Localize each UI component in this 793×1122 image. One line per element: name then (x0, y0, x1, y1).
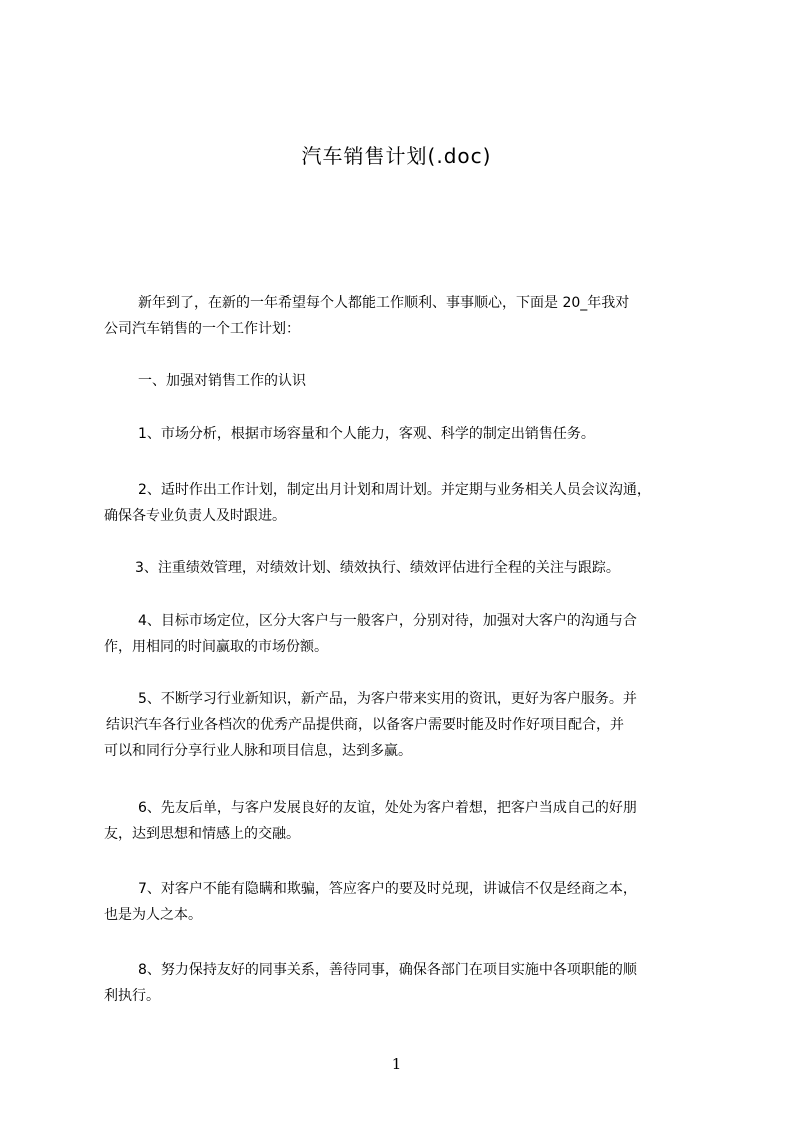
list-item-7: 7、对客户不能有隐瞒和欺骗，答应客户的要及时兑现，讲诚信不仅是经商之本， 也是为人之本。 (104, 881, 637, 923)
list-item-3: 3、注重绩效管理，对绩效计划、绩效执行、绩效评估进行全程的关注与跟踪。 (135, 560, 620, 576)
list-item-8: 8、努力保持友好的同事关系，善待同事，确保各部门在项目实施中各项职能的顺 利执行。 (104, 962, 637, 1004)
list-item-1: 1、市场分析，根据市场容量和个人能力，客观、科学的制定出销售任务。 (138, 426, 595, 442)
list-item-5: 5、不断学习行业新知识，新产品，为客户带来实用的资讯，更好为客户服务。并 结识汽车各行业各档次的优秀产品提供商，以备客户需要时能及时作好项目配合，并 可以和同行分享行业人脉和项目信息，达到多赢。 (104, 691, 637, 759)
list-item-4: 4、目标市场定位，区分大客户与一般客户，分别对待，加强对大客户的沟通与合 作，用相同的时间赢取的市场份额。 (104, 613, 637, 655)
list-item-2: 2、适时作出工作计划，制定出月计划和周计划。并定期与业务相关人员会议沟通， 确保各专业负责人及时跟进。 (104, 482, 651, 524)
page-number: 1 (391, 1055, 402, 1073)
section-heading: 一、加强对销售工作的认识 (138, 373, 306, 389)
intro-line-1: 新年到了，在新的一年希望每个人都能工作顺利、事事顺心，下面是 20_年我对 (138, 295, 630, 311)
list-item-6: 6、先友后单，与客户发展良好的友谊，处处为客户着想，把客户当成自己的好朋 友，达到思想和情感上的交融。 (104, 800, 637, 842)
document-title: 汽车销售计划(.doc) (301, 144, 492, 168)
intro-paragraph (104, 290, 629, 342)
intro-line-2: 公司汽车销售的一个工作计划： (104, 321, 300, 337)
